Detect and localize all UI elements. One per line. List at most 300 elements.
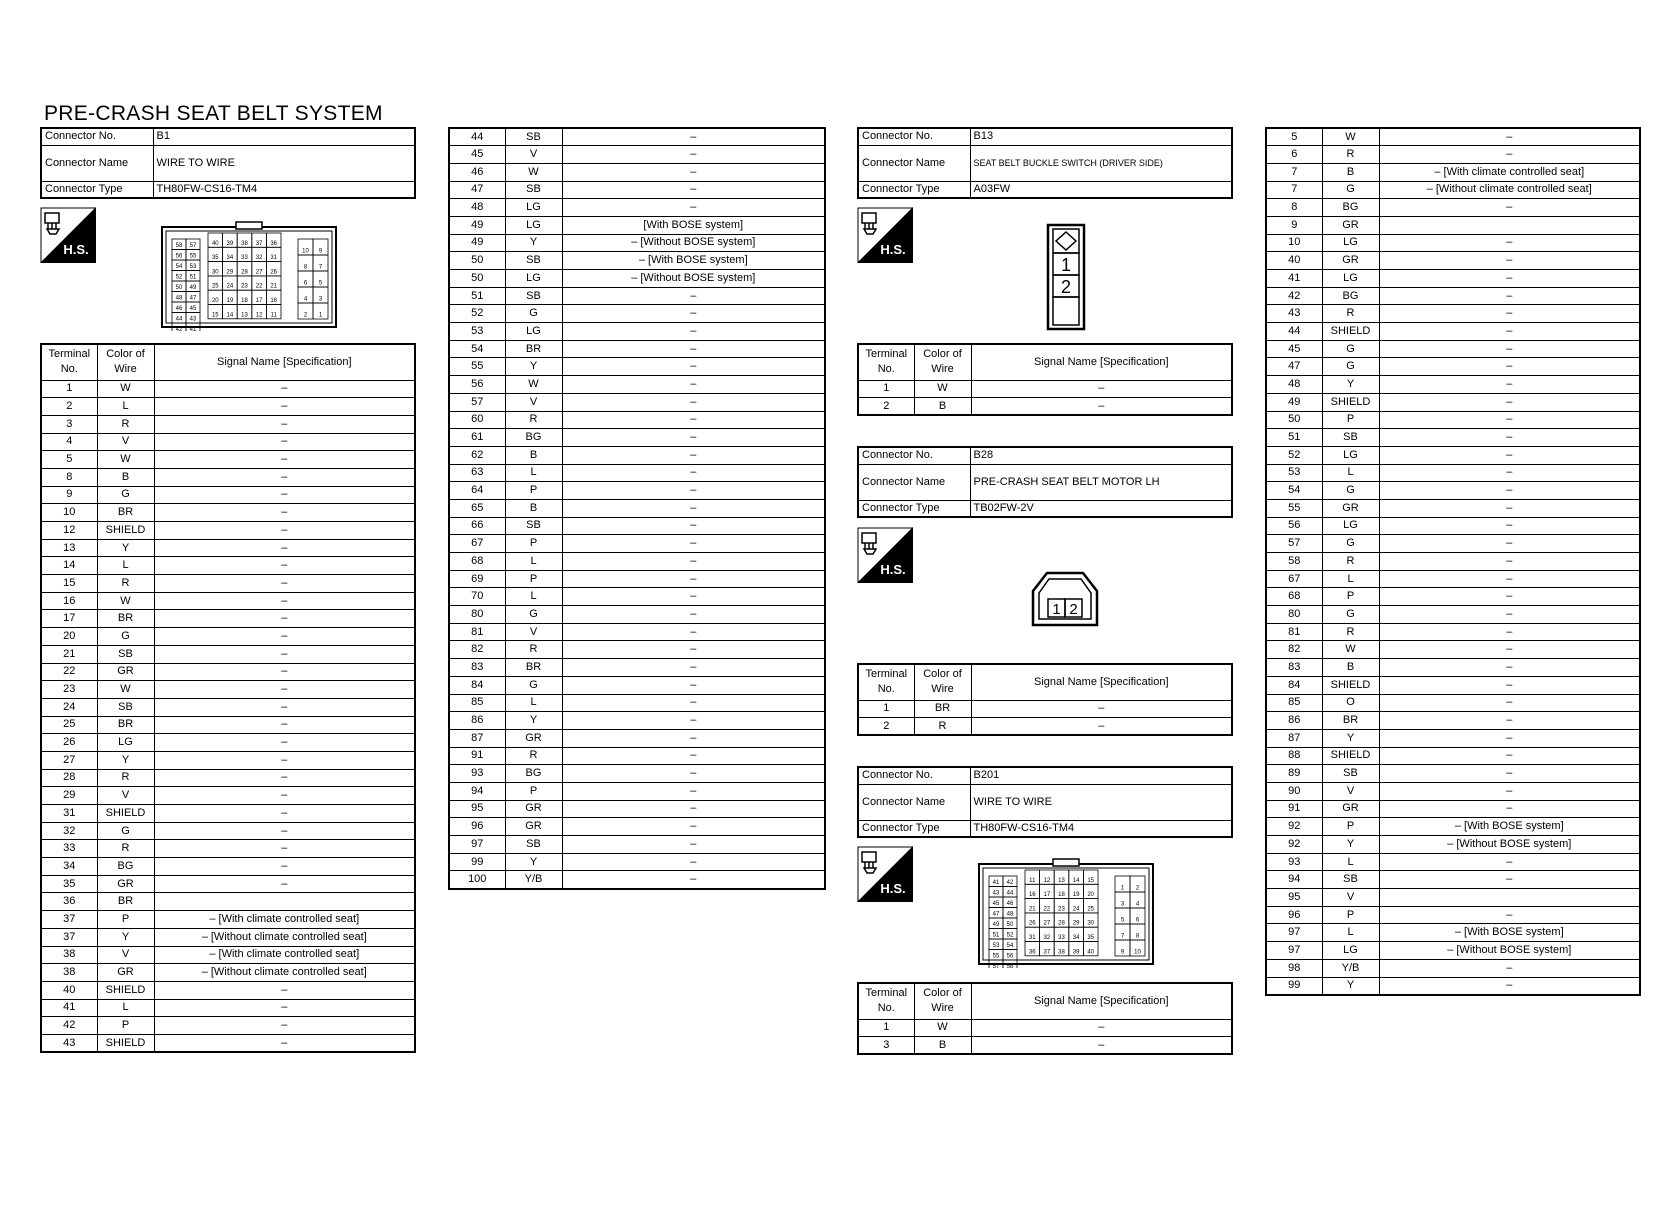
wire-color-cell: V: [1322, 889, 1379, 907]
table-row: [41, 928, 415, 946]
table-row: [1266, 588, 1640, 606]
cavity-label: 33: [241, 255, 248, 262]
cavity-label: 16: [270, 298, 278, 304]
pin-label: 2: [1060, 277, 1072, 297]
terminal-no-cell: 84: [449, 676, 505, 694]
table-row: [449, 570, 825, 588]
cavity-label: 51: [992, 932, 1000, 939]
wire-color-cell: Y: [1322, 977, 1379, 995]
hs-label: H.S.: [63, 242, 89, 257]
terminal-no-cell: 9: [41, 486, 97, 504]
table-row: [1266, 535, 1640, 553]
table-row: [449, 376, 825, 394]
wire-color-cell: G: [1322, 340, 1379, 358]
terminal-no-cell: 40: [41, 981, 97, 999]
terminal-no-cell: 61: [449, 429, 505, 447]
signal-name-cell: –: [1379, 270, 1640, 288]
cavity-label: 43: [992, 890, 1000, 897]
signal-name-cell: –: [562, 305, 825, 323]
table-row: [1266, 641, 1640, 659]
color-of-wire-header: Color of Wire: [914, 344, 971, 380]
terminal-no-cell: 84: [1266, 676, 1322, 694]
wire-color-cell: LG: [97, 734, 154, 752]
wire-color-cell: O: [1322, 694, 1379, 712]
signal-name-cell: –: [154, 415, 415, 433]
cavity-label: 31: [1028, 935, 1036, 941]
signal-name-cell: –: [1379, 358, 1640, 376]
signal-name-cell: –: [1379, 376, 1640, 394]
table-row: [449, 305, 825, 323]
cavity-label: 28: [241, 269, 248, 276]
cavity-label: 36: [1028, 949, 1036, 956]
wire-color-cell: B: [97, 468, 154, 486]
terminal-no-header: Terminal No.: [858, 664, 914, 700]
signal-name-cell: –: [154, 433, 415, 451]
cavity-label: 5: [1120, 917, 1125, 924]
table-row: [41, 911, 415, 929]
wire-color-cell: GR: [1322, 800, 1379, 818]
signal-name-header: Signal Name [Specification]: [154, 344, 415, 380]
signal-name-cell: –: [1379, 853, 1640, 871]
terminal-no-cell: 1: [858, 700, 914, 718]
table-row: [449, 482, 825, 500]
terminal-no-cell: 52: [1266, 446, 1322, 464]
terminal-no-cell: 53: [449, 323, 505, 341]
signal-name-cell: – [Without climate controlled seat]: [154, 928, 415, 946]
signal-name-cell: –: [154, 858, 415, 876]
connector-b1-face-diagram: [160, 221, 338, 331]
cavity-label: 40: [1087, 949, 1095, 956]
signal-name-cell: –: [154, 610, 415, 628]
wire-color-cell: SB: [505, 287, 562, 305]
wire-color-cell: G: [1322, 181, 1379, 199]
terminal-no-cell: 44: [1266, 323, 1322, 341]
terminal-no-cell: 34: [41, 858, 97, 876]
terminal-no-cell: 99: [1266, 977, 1322, 995]
table-row: [449, 836, 825, 854]
wire-color-cell: SHIELD: [97, 981, 154, 999]
cavity-label: 57: [189, 243, 197, 249]
terminal-no-cell: 52: [449, 305, 505, 323]
color-of-wire-header: Color of Wire: [97, 344, 154, 380]
wire-color-cell: V: [1322, 782, 1379, 800]
wire-color-cell: P: [1322, 906, 1379, 924]
table-row: [449, 853, 825, 871]
wire-color-cell: R: [1322, 305, 1379, 323]
terminal-no-cell: 17: [41, 610, 97, 628]
terminal-no-cell: 44: [449, 128, 505, 146]
wire-color-cell: G: [1322, 606, 1379, 624]
cavity-label: 58: [175, 243, 183, 249]
table-row: [449, 517, 825, 535]
terminal-no-cell: 100: [449, 871, 505, 889]
wire-color-cell: Y: [505, 234, 562, 252]
wire-color-cell: L: [505, 694, 562, 712]
table-row: [41, 451, 415, 469]
terminal-no-cell: 81: [449, 623, 505, 641]
signal-name-cell: –: [154, 1034, 415, 1052]
cavity-label: 18: [1058, 892, 1065, 899]
table-row: [449, 800, 825, 818]
signal-name-cell: –: [154, 698, 415, 716]
wire-color-cell: R: [97, 769, 154, 787]
signal-name-cell: –: [562, 163, 825, 181]
terminal-no-cell: 27: [41, 751, 97, 769]
table-row: [41, 946, 415, 964]
terminal-no-cell: 62: [449, 446, 505, 464]
terminal-no-cell: 3: [858, 1037, 914, 1055]
wire-color-cell: GR: [505, 818, 562, 836]
cavity-label: 14: [226, 312, 234, 319]
cavity-label: 49: [189, 285, 197, 291]
terminal-no-cell: 60: [449, 411, 505, 429]
connector-type-value: TH80FW-CS16-TM4: [153, 181, 415, 198]
table-row: [858, 718, 1232, 736]
wire-color-cell: BR: [505, 659, 562, 677]
cavity-label: 41: [189, 327, 197, 331]
wire-color-cell: P: [505, 535, 562, 553]
connector-name-label: Connector Name: [858, 464, 970, 500]
cavity-label: 41: [992, 880, 1000, 886]
signal-name-cell: –: [1379, 323, 1640, 341]
wire-color-cell: P: [1322, 588, 1379, 606]
terminal-no-cell: 97: [1266, 942, 1322, 960]
signal-name-cell: –: [154, 398, 415, 416]
terminal-no-cell: 94: [449, 782, 505, 800]
signal-name-cell: –: [562, 570, 825, 588]
wire-color-cell: P: [1322, 411, 1379, 429]
cavity-label: 24: [1072, 906, 1080, 913]
signal-name-cell: –: [562, 588, 825, 606]
table-row: [1266, 853, 1640, 871]
wire-color-cell: G: [505, 305, 562, 323]
wire-color-cell: L: [1322, 924, 1379, 942]
wire-color-cell: Y: [97, 751, 154, 769]
table-row: [1266, 411, 1640, 429]
wire-color-cell: LG: [1322, 446, 1379, 464]
table-row: [449, 128, 825, 146]
table-row: [41, 415, 415, 433]
wire-color-cell: SB: [505, 252, 562, 270]
signal-name-cell: –: [154, 504, 415, 522]
table-row: [449, 270, 825, 288]
wire-color-cell: L: [505, 553, 562, 571]
table-row: [41, 504, 415, 522]
terminal-no-cell: 45: [1266, 340, 1322, 358]
connector-no-value: B13: [970, 128, 1232, 145]
cavity-label: 52: [1006, 932, 1014, 939]
connector-b28-terminal-table: [857, 663, 1233, 736]
cavity-label: 32: [255, 255, 263, 262]
terminal-no-cell: 87: [449, 729, 505, 747]
wire-color-cell: B: [1322, 163, 1379, 181]
signal-name-cell: – [Without BOSE system]: [562, 270, 825, 288]
signal-name-cell: –: [562, 747, 825, 765]
cavity-label: 50: [1006, 922, 1014, 928]
wire-color-cell: G: [1322, 482, 1379, 500]
cavity-label: 5: [318, 280, 323, 287]
terminal-no-cell: 6: [1266, 146, 1322, 164]
table-row: [1266, 199, 1640, 217]
table-row: [449, 553, 825, 571]
terminal-no-cell: 50: [449, 252, 505, 270]
signal-name-cell: –: [1379, 464, 1640, 482]
wire-color-cell: SB: [505, 517, 562, 535]
table-row: [41, 592, 415, 610]
wire-color-cell: GR: [1322, 216, 1379, 234]
signal-name-cell: –: [562, 358, 825, 376]
connector-type-value: TH80FW-CS16-TM4: [970, 820, 1232, 837]
table-row: [449, 393, 825, 411]
terminal-no-cell: 55: [1266, 499, 1322, 517]
cavity-label: 39: [1072, 949, 1080, 956]
wire-color-cell: SB: [505, 181, 562, 199]
terminal-no-cell: 5: [41, 451, 97, 469]
table-row: [41, 893, 415, 911]
signal-name-cell: –: [562, 641, 825, 659]
cavity-label: 48: [175, 295, 183, 302]
signal-name-cell: –: [562, 181, 825, 199]
table-row: [449, 499, 825, 517]
signal-name-cell: –: [154, 681, 415, 699]
wire-color-cell: V: [505, 146, 562, 164]
table-row: [858, 1037, 1232, 1055]
table-row: [1266, 836, 1640, 854]
table-row: [41, 734, 415, 752]
table-row: [449, 606, 825, 624]
wire-color-cell: SHIELD: [1322, 323, 1379, 341]
wire-color-cell: BR: [97, 610, 154, 628]
terminal-no-cell: 81: [1266, 623, 1322, 641]
table-row: [41, 716, 415, 734]
terminal-no-cell: 96: [449, 818, 505, 836]
terminal-no-cell: 3: [41, 415, 97, 433]
cavity-label: 25: [1087, 906, 1095, 913]
signal-name-cell: – [With climate controlled seat]: [154, 946, 415, 964]
terminal-no-header: Terminal No.: [41, 344, 97, 380]
terminal-no-cell: 65: [449, 499, 505, 517]
terminal-no-cell: 37: [41, 928, 97, 946]
terminal-no-cell: 68: [449, 553, 505, 571]
cavity-label: 39: [226, 240, 234, 247]
signal-name-cell: –: [1379, 553, 1640, 571]
wire-color-cell: P: [505, 482, 562, 500]
terminal-no-cell: 12: [41, 522, 97, 540]
terminal-no-cell: 97: [449, 836, 505, 854]
terminal-no-cell: 4: [41, 433, 97, 451]
cavity-label: 46: [175, 306, 183, 312]
terminal-no-cell: 38: [41, 964, 97, 982]
signal-name-cell: – [With BOSE system]: [562, 252, 825, 270]
terminal-no-cell: 49: [449, 216, 505, 234]
table-row: [1266, 499, 1640, 517]
terminal-no-cell: 2: [858, 398, 914, 416]
table-row: [41, 805, 415, 823]
signal-name-cell: –: [562, 535, 825, 553]
page-title: PRE-CRASH SEAT BELT SYSTEM: [44, 102, 383, 125]
cavity-label: 28: [1058, 920, 1065, 927]
cavity-label: 29: [226, 269, 234, 276]
table-row: [449, 588, 825, 606]
table-row: [1266, 216, 1640, 234]
wire-color-cell: R: [505, 641, 562, 659]
terminal-no-cell: 97: [1266, 924, 1322, 942]
signal-name-cell: –: [562, 128, 825, 146]
wire-color-cell: GR: [97, 663, 154, 681]
cavity-label: 51: [189, 274, 197, 281]
signal-name-cell: –: [1379, 499, 1640, 517]
signal-name-cell: –: [154, 875, 415, 893]
table-row: [1266, 800, 1640, 818]
table-row: [1266, 376, 1640, 394]
wire-color-cell: W: [505, 163, 562, 181]
wire-color-cell: W: [97, 451, 154, 469]
terminal-no-cell: 57: [449, 393, 505, 411]
signal-name-cell: –: [562, 340, 825, 358]
signal-name-cell: [With BOSE system]: [562, 216, 825, 234]
cavity-label: 46: [1006, 901, 1014, 907]
signal-name-cell: –: [1379, 977, 1640, 995]
wire-color-cell: V: [505, 393, 562, 411]
wire-color-cell: B: [505, 499, 562, 517]
terminal-no-cell: 94: [1266, 871, 1322, 889]
terminal-no-cell: 82: [449, 641, 505, 659]
signal-name-cell: –: [1379, 747, 1640, 765]
cavity-label: 26: [270, 269, 278, 276]
cavity-label: 4: [303, 296, 308, 303]
table-row: [449, 216, 825, 234]
signal-name-cell: –: [562, 659, 825, 677]
signal-name-cell: –: [1379, 570, 1640, 588]
signal-name-header: Signal Name [Specification]: [971, 664, 1232, 700]
wire-color-cell: BG: [505, 765, 562, 783]
cavity-label: 32: [1043, 935, 1051, 941]
connector-name-value: PRE-CRASH SEAT BELT MOTOR LH: [970, 464, 1232, 500]
terminal-no-cell: 86: [1266, 712, 1322, 730]
signal-name-cell: –: [1379, 482, 1640, 500]
wire-color-cell: SB: [97, 645, 154, 663]
terminal-no-cell: 9: [1266, 216, 1322, 234]
cavity-label: 19: [1072, 892, 1080, 899]
wire-color-cell: LG: [1322, 517, 1379, 535]
signal-name-cell: –: [154, 840, 415, 858]
terminal-no-cell: 58: [1266, 553, 1322, 571]
signal-name-cell: – [Without climate controlled seat]: [154, 964, 415, 982]
pin-label: 1: [1060, 255, 1072, 275]
wire-color-cell: G: [505, 676, 562, 694]
wire-color-cell: GR: [97, 964, 154, 982]
cavity-label: 11: [270, 312, 277, 319]
terminal-no-cell: 87: [1266, 729, 1322, 747]
table-row: [41, 1017, 415, 1035]
wire-color-cell: B: [914, 1037, 971, 1055]
table-row: [41, 398, 415, 416]
connector-type-label: Connector Type: [858, 500, 970, 517]
terminal-no-cell: 70: [449, 588, 505, 606]
terminal-no-cell: 50: [449, 270, 505, 288]
signal-name-cell: –: [154, 522, 415, 540]
signal-name-cell: –: [1379, 765, 1640, 783]
table-row: [449, 747, 825, 765]
table-row: [1266, 747, 1640, 765]
terminal-no-cell: 36: [41, 893, 97, 911]
cavity-label: 10: [302, 248, 309, 255]
signal-name-cell: –: [562, 871, 825, 889]
wire-color-cell: B: [1322, 659, 1379, 677]
terminal-no-cell: 49: [449, 234, 505, 252]
signal-name-cell: –: [1379, 146, 1640, 164]
wire-color-cell: L: [1322, 853, 1379, 871]
wire-color-cell: W: [914, 1019, 971, 1037]
wire-color-cell: G: [97, 486, 154, 504]
wire-color-cell: BG: [1322, 287, 1379, 305]
wire-color-cell: GR: [505, 729, 562, 747]
terminal-no-cell: 98: [1266, 959, 1322, 977]
signal-name-cell: – [Without BOSE system]: [562, 234, 825, 252]
table-row: [41, 645, 415, 663]
cavity-label: 4: [1135, 901, 1140, 908]
wire-color-cell: BR: [505, 340, 562, 358]
signal-name-cell: –: [562, 623, 825, 641]
cavity-label: 47: [189, 295, 197, 302]
wire-color-cell: L: [97, 999, 154, 1017]
table-row: [1266, 871, 1640, 889]
cavity-label: 14: [1072, 877, 1080, 884]
terminal-no-cell: 46: [449, 163, 505, 181]
table-row: [858, 700, 1232, 718]
cavity-label: 6: [303, 280, 308, 287]
table-row: [41, 575, 415, 593]
terminal-no-cell: 50: [1266, 411, 1322, 429]
wire-color-cell: BR: [97, 716, 154, 734]
signal-name-cell: –: [971, 700, 1232, 718]
wire-color-cell: LG: [505, 270, 562, 288]
table-row: [1266, 729, 1640, 747]
table-row: [1266, 942, 1640, 960]
signal-name-cell: –: [562, 376, 825, 394]
terminal-no-cell: 24: [41, 698, 97, 716]
terminal-no-cell: 43: [1266, 305, 1322, 323]
signal-name-cell: –: [154, 468, 415, 486]
cavity-label: 25: [211, 283, 219, 290]
wire-color-cell: W: [97, 592, 154, 610]
table-row: [1266, 694, 1640, 712]
wire-color-cell: R: [97, 415, 154, 433]
connector-b13-info: [857, 127, 1233, 199]
signal-name-cell: –: [1379, 517, 1640, 535]
signal-name-cell: –: [562, 712, 825, 730]
terminal-no-cell: 42: [41, 1017, 97, 1035]
terminal-no-cell: 92: [1266, 836, 1322, 854]
wire-color-cell: Y: [505, 712, 562, 730]
terminal-no-cell: 88: [1266, 747, 1322, 765]
connector-name-value: WIRE TO WIRE: [970, 784, 1232, 820]
signal-name-cell: –: [1379, 623, 1640, 641]
wire-color-cell: Y/B: [1322, 959, 1379, 977]
cavity-label: 29: [1072, 920, 1080, 927]
cavity-label: 49: [992, 922, 1000, 928]
signal-name-cell: –: [1379, 446, 1640, 464]
cavity-label: 40: [211, 240, 219, 247]
signal-name-cell: –: [1379, 535, 1640, 553]
terminal-no-cell: 8: [41, 468, 97, 486]
terminal-no-cell: 28: [41, 769, 97, 787]
table-row: [41, 1034, 415, 1052]
terminal-no-cell: 20: [41, 628, 97, 646]
terminal-no-cell: 22: [41, 663, 97, 681]
connector-no-value: B1: [153, 128, 415, 145]
connector-type-value: A03FW: [970, 181, 1232, 198]
